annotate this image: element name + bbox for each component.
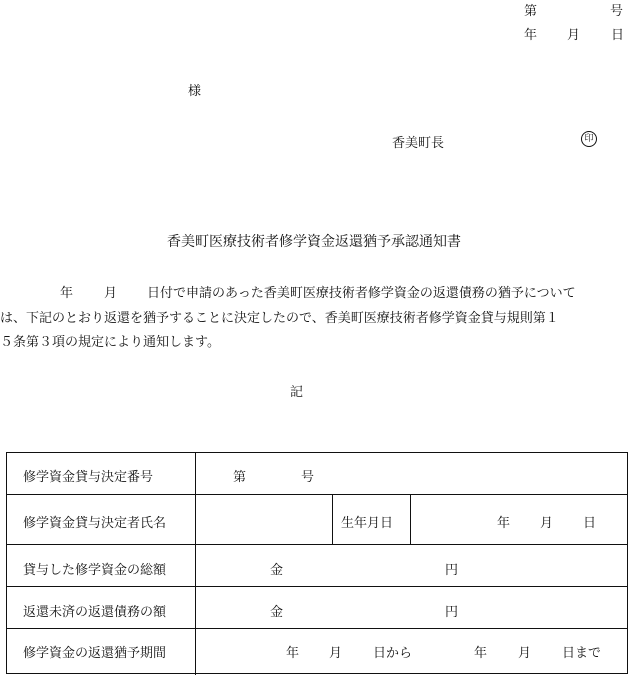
period-from-month: 月 — [329, 646, 343, 661]
birth-day: 日 — [583, 516, 597, 531]
body-line-2: は、下記のとおり返還を猶予することに決定したので、香美町医療技術者修学資金貸与規則第１ — [0, 311, 559, 326]
table-row — [7, 453, 627, 495]
row-suffix: 号 — [301, 470, 315, 485]
row-label: 返還未済の返還債務の額 — [23, 605, 167, 620]
birth-year: 年 — [497, 516, 511, 531]
row-prefix: 金 — [270, 563, 284, 578]
date-day: 日 — [611, 28, 625, 43]
row-prefix: 金 — [270, 605, 284, 620]
number-prefix: 第 — [524, 4, 538, 19]
date-month: 月 — [567, 28, 581, 43]
table-row — [7, 495, 627, 545]
row-suffix: 円 — [445, 563, 459, 578]
birthdate-label: 生年月日 — [341, 516, 394, 531]
seal-mark: 印 — [581, 131, 597, 147]
body-line-3: ５条第３項の規定により通知します。 — [0, 335, 220, 350]
period-from-day: 日から — [373, 646, 413, 661]
document-title: 香美町医療技術者修学資金返還猶予承認通知書 — [167, 234, 461, 250]
sender-title: 香美町長 — [392, 136, 445, 151]
row-label: 修学資金の返還猶予期間 — [23, 646, 167, 661]
row-label: 修学資金貸与決定番号 — [23, 470, 154, 485]
table-row — [7, 587, 627, 629]
details-table — [6, 452, 628, 674]
table-row — [7, 629, 627, 675]
addressee-honorific: 様 — [188, 84, 202, 99]
body-year: 年 — [60, 286, 74, 301]
body-month: 月 — [104, 286, 118, 301]
date-year: 年 — [524, 28, 538, 43]
row-suffix: 円 — [445, 605, 459, 620]
table-row — [7, 545, 627, 587]
row-label: 貸与した修学資金の総額 — [23, 563, 167, 578]
birth-month: 月 — [540, 516, 554, 531]
period-from-year: 年 — [286, 646, 300, 661]
number-suffix: 号 — [610, 4, 624, 19]
period-to-month: 月 — [518, 646, 532, 661]
ki-marker: 記 — [290, 385, 304, 400]
row-prefix: 第 — [233, 470, 247, 485]
body-line-1-text: 日付で申請のあった香美町医療技術者修学資金の返還債務の猶予について — [147, 286, 576, 301]
period-to-day: 日まで — [562, 646, 602, 661]
row-label: 修学資金貸与決定者氏名 — [23, 516, 167, 531]
period-to-year: 年 — [474, 646, 488, 661]
